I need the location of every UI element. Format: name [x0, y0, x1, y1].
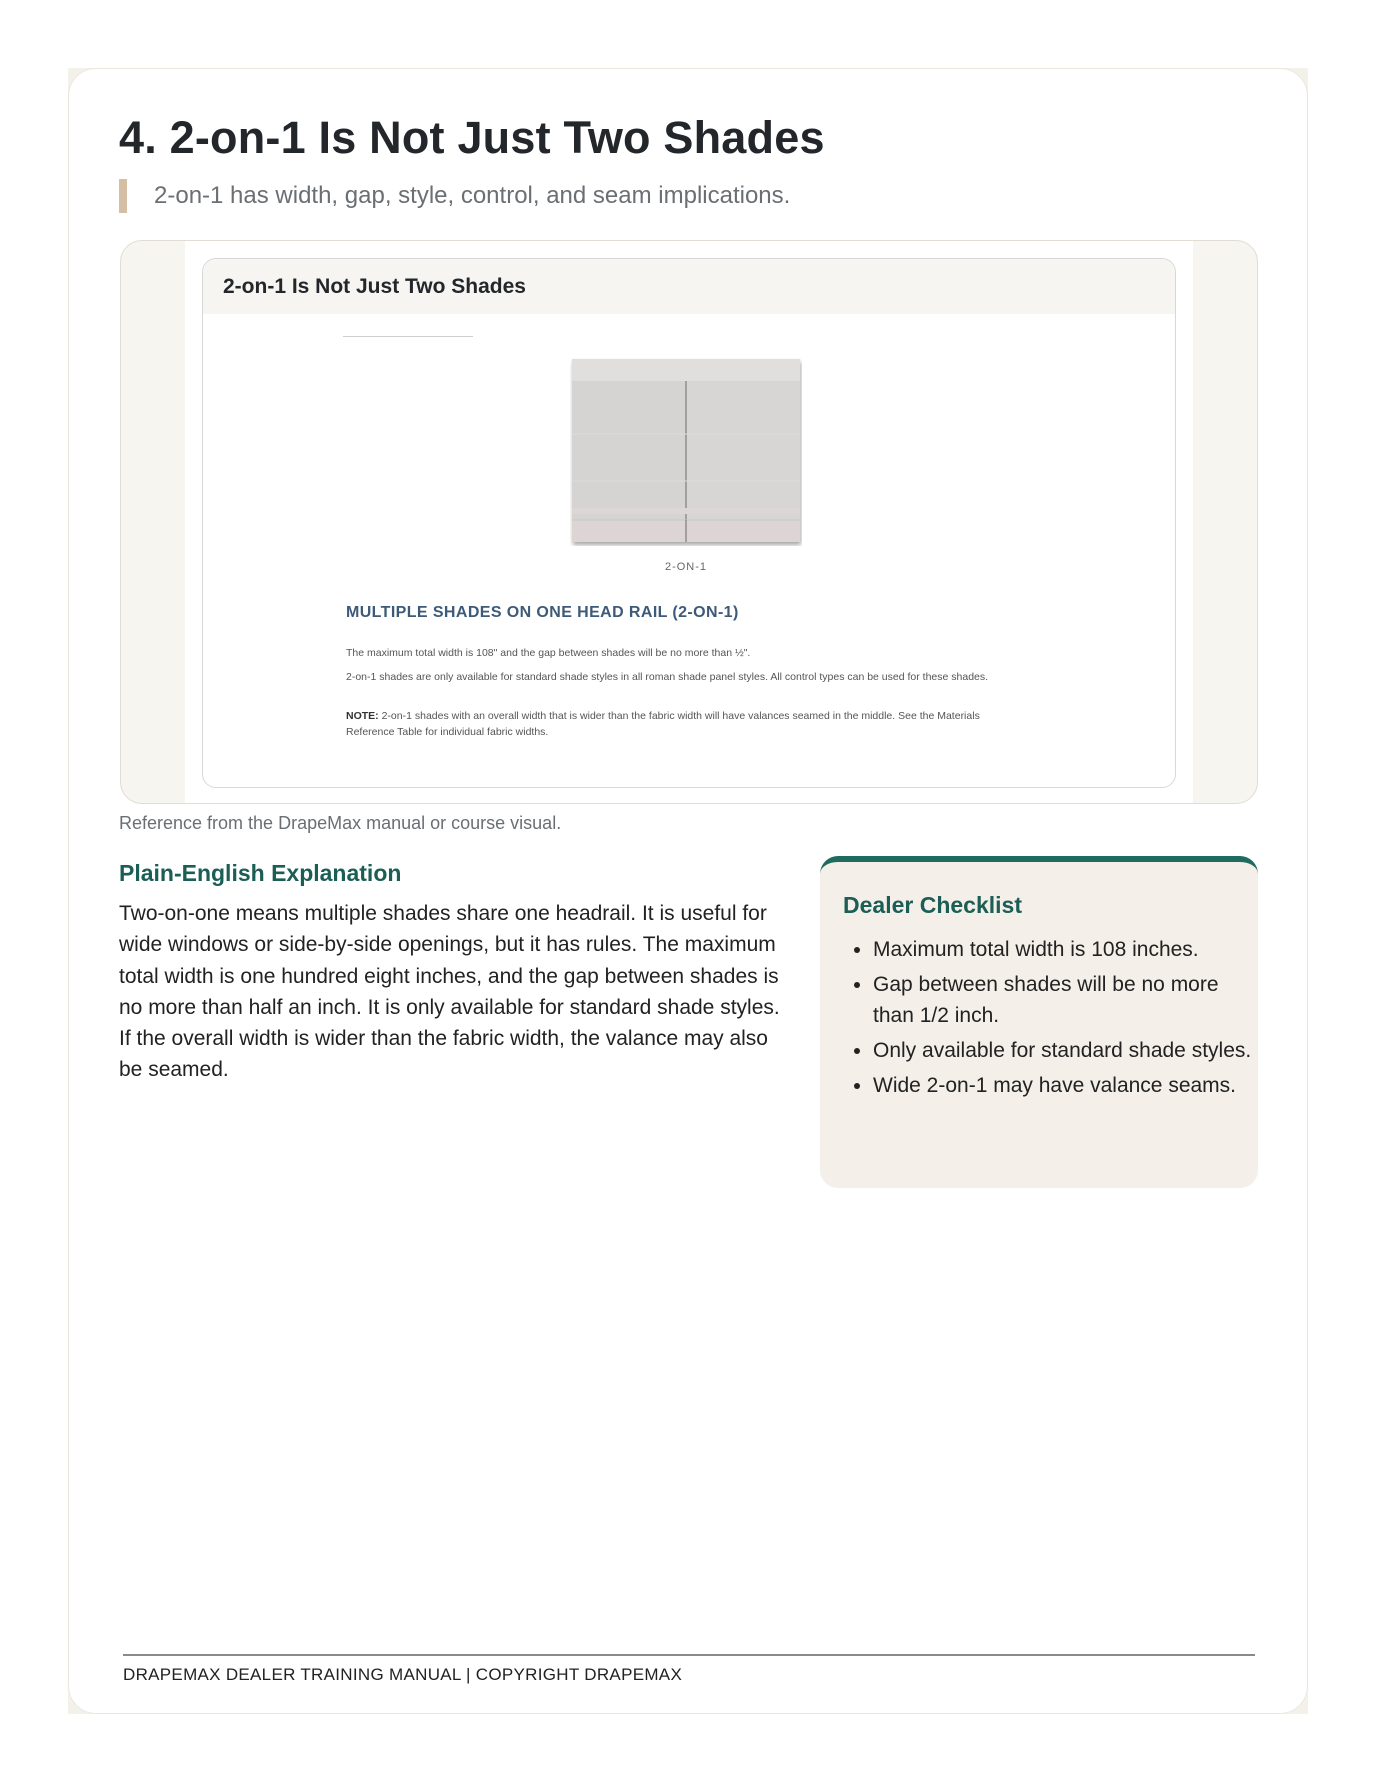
checklist-heading: Dealer Checklist	[843, 892, 1022, 918]
footer-text: DRAPEMAX DEALER TRAINING MANUAL | COPYRIGHT DRAPEMAX	[123, 1665, 683, 1684]
checklist-item: • Wide 2-on-1 may have valance seams.	[873, 1070, 1263, 1101]
figure-caption: Reference from the DrapeMax manual or course visual.	[119, 813, 562, 833]
manual-card	[202, 258, 1176, 788]
dealer-checklist	[820, 856, 1258, 1188]
manual-paragraph-1: The maximum total width is 108" and the gap between shades will be no more than ½".	[346, 647, 751, 659]
manual-card-header: 2-on-1 Is Not Just Two Shades	[203, 259, 1175, 314]
reference-figure	[120, 240, 1258, 804]
checklist-item: • Only available for standard shade styles.	[873, 1035, 1263, 1066]
checklist-item: • Maximum total width is 108 inches.	[873, 934, 1263, 965]
divider	[343, 336, 473, 337]
checklist-list	[843, 934, 1263, 1105]
explanation-heading: Plain-English Explanation	[119, 860, 402, 886]
footer-divider	[123, 1654, 1255, 1656]
manual-screenshot	[185, 241, 1193, 804]
page-subtitle	[119, 179, 790, 213]
subtitle-text: 2-on-1 has width, gap, style, control, and seam implications.	[154, 182, 791, 209]
page-title: 4. 2-on-1 Is Not Just Two Shades	[119, 112, 825, 163]
two-on-one-shade-image	[570, 356, 802, 546]
explanation-body: Two-on-one means multiple shades share one headrail. It is useful for wide windows or side-by-side openings, but it has rules. The maximum total width is one hundred eight inches, and the gap between shades is no more than half an inch. It is only available for standard shade styles. If the overall width is wider than the fabric width, the valance may also be seamed.	[119, 902, 780, 1082]
manual-paragraph-2: 2-on-1 shades are only available for standard shade styles in all roman shade panel styles. All control types can be used for these shades.	[346, 671, 989, 683]
note-text: 2-on-1 shades with an overall width that is wider than the fabric width will have valances seamed in the middle. See the Materials Reference Table for individual fabric widths.	[346, 710, 980, 738]
manual-note	[346, 708, 1026, 740]
image-caption: 2-ON-1	[664, 561, 708, 573]
note-label: NOTE:	[346, 710, 379, 722]
manual-section-heading: MULTIPLE SHADES ON ONE HEAD RAIL (2-ON-1)	[346, 604, 739, 621]
checklist-item: • Gap between shades will be no more than 1/2 inch.	[873, 969, 1263, 1031]
